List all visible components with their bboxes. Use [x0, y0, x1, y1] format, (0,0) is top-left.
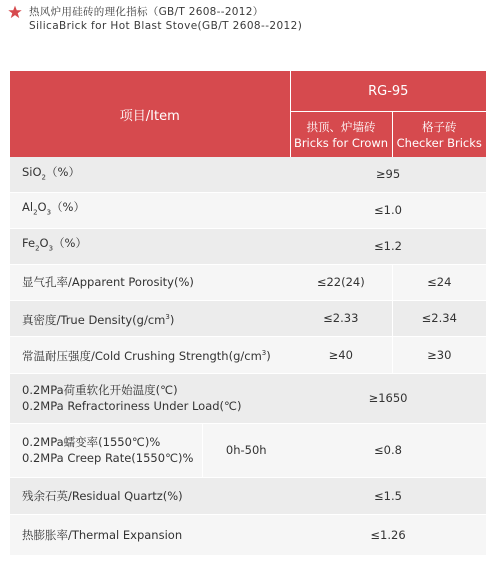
fe2o3-label: $Fe_2O_3(\%)$ — [10, 228, 290, 264]
crown-bricks-header-cn: 拱顶、炉墙砖 — [306, 119, 376, 134]
table-row-quartz — [10, 477, 486, 514]
crushing-checker-value: ≥30 — [392, 336, 486, 373]
specification-table — [10, 71, 486, 556]
density-checker-value: ≤2.34 — [392, 300, 486, 336]
expansion-label: 热膨胀率/Thermal Expansion — [10, 514, 290, 555]
quartz-label: 残余石英/Residual Quartz(%) — [10, 477, 290, 514]
crown-bricks-header-en: Bricks for Crown — [293, 135, 389, 150]
sio2-value: ≥95 — [290, 157, 486, 192]
checker-bricks-header — [392, 112, 486, 158]
page-header — [0, 0, 495, 40]
table-row-creep — [10, 423, 486, 477]
creep-condition: 0h-50h — [202, 423, 290, 477]
table-row-expansion — [10, 514, 486, 555]
crushing-label: 常温耐压强度/Cold Crushing $Strength(g/cm^3)$ — [10, 336, 290, 373]
al2o3-label: $Al_2O_3(\%)$ — [10, 192, 290, 228]
fe2o3-value: ≤1.2 — [290, 228, 486, 264]
table-row-crushing — [10, 336, 486, 373]
table-row-rul — [10, 373, 486, 423]
rul-label — [10, 373, 290, 423]
expansion-value: ≤1.26 — [290, 514, 486, 555]
crown-bricks-header — [290, 112, 392, 158]
table-row-fe2o3 — [10, 228, 486, 264]
porosity-label: 显气孔率/Apparent Porosity(%) — [10, 264, 290, 300]
item-header: 项目/Item — [10, 71, 290, 157]
header-row-1 — [10, 71, 486, 112]
table-row-porosity — [10, 264, 486, 300]
title-chinese: 热风炉用硅砖的理化指标（GB/T 2608--2012） — [29, 6, 264, 18]
checker-bricks-header-en: Checker Bricks — [396, 135, 482, 150]
creep-value: ≤0.8 — [290, 423, 486, 477]
sio2-label: SiO$_2$（%） — [10, 157, 290, 192]
crushing-crown-value: ≥40 — [290, 336, 392, 373]
star-icon — [8, 5, 22, 19]
title-english: SilicaBrick for Hot Blast Stove(GB/T 2608--2012) — [29, 20, 303, 32]
creep-label — [10, 423, 202, 477]
rul-label-en: 0.2MPa Refractoriness Under Load(℃) — [22, 399, 242, 413]
rul-label-cn: 0.2MPa荷重软化开始温度(℃) — [22, 383, 178, 397]
creep-label-cn: 0.2MPa蠕变率(1550℃)% — [22, 435, 161, 449]
al2o3-value: ≤1.0 — [290, 192, 486, 228]
porosity-checker-value: ≤24 — [392, 264, 486, 300]
porosity-crown-value: ≤22(24) — [290, 264, 392, 300]
density-crown-value: ≤2.33 — [290, 300, 392, 336]
table-row-al2o3 — [10, 192, 486, 228]
density-label: 真密度/True $Density(g/cm^3)$ — [10, 300, 290, 336]
checker-bricks-header-cn: 格子砖 — [422, 119, 457, 134]
quartz-value: ≤1.5 — [290, 477, 486, 514]
creep-label-en: 0.2MPa Creep Rate(1550℃)% — [22, 451, 194, 465]
rul-value: ≥1650 — [290, 373, 486, 423]
table-row-density — [10, 300, 486, 336]
table-row-sio2 — [10, 157, 486, 192]
grade-header: RG-95 — [290, 71, 486, 112]
